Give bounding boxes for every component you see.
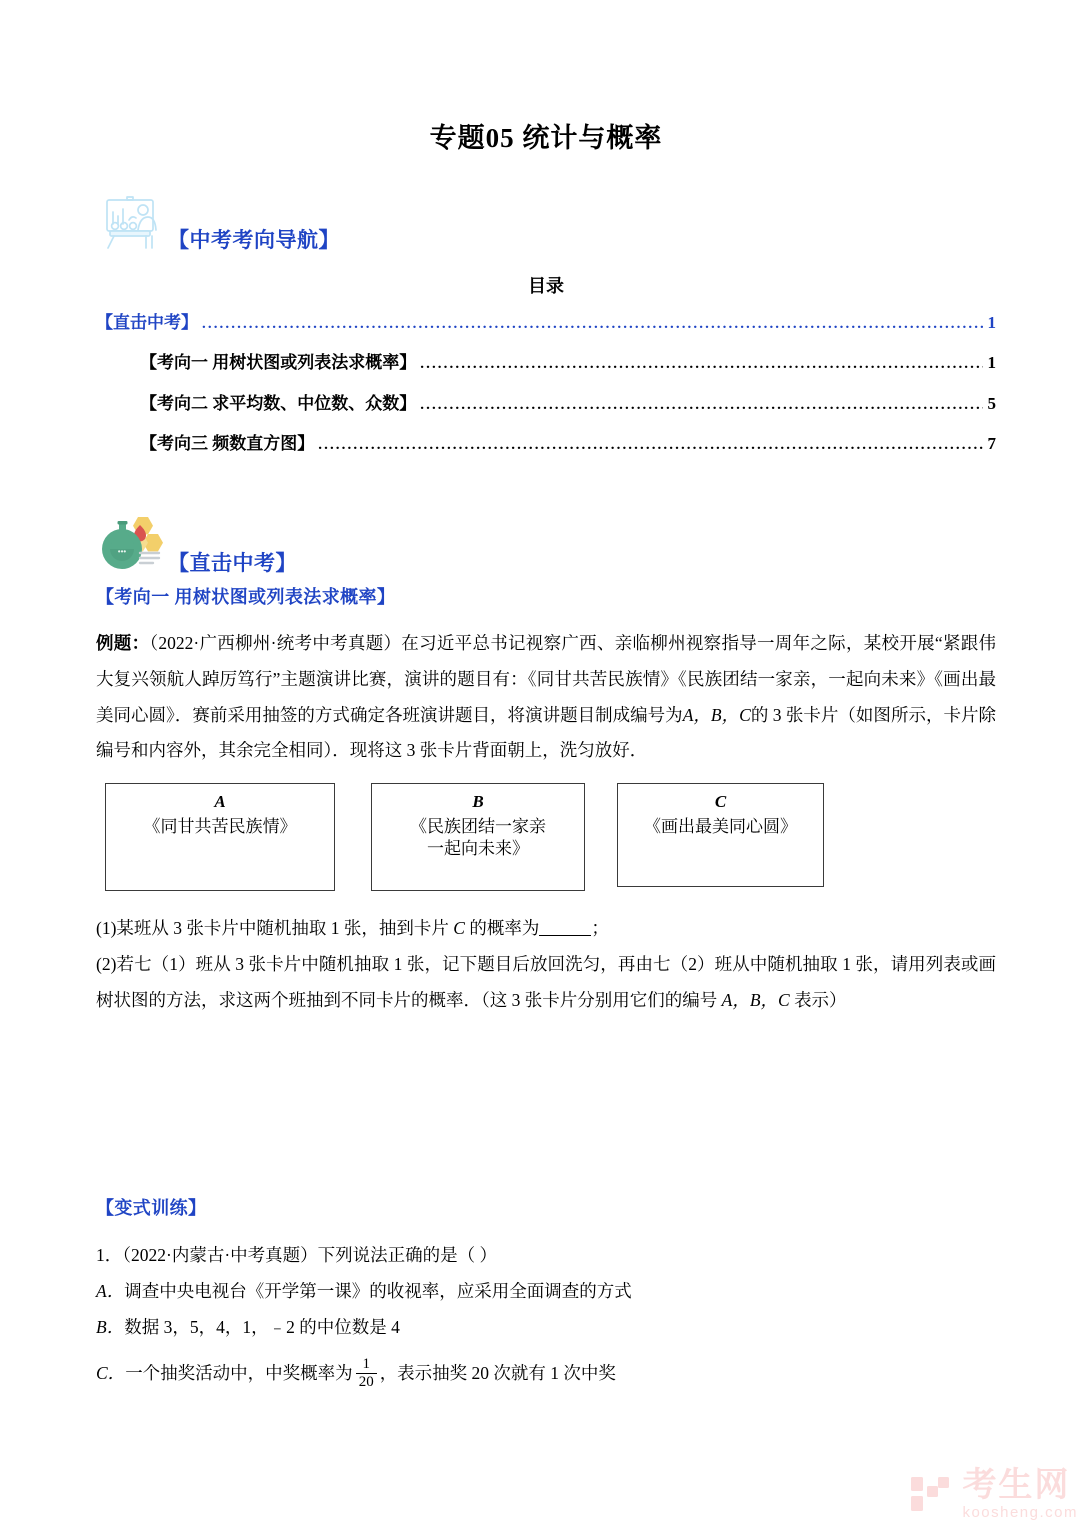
toc-entry-page: 1 xyxy=(987,353,996,373)
toc-leader-dots xyxy=(420,394,982,411)
toc-leader-dots xyxy=(318,434,982,451)
flask-chemistry-icon xyxy=(96,509,164,577)
practice-option-c[interactable] xyxy=(96,1356,996,1392)
practice-option-a[interactable] xyxy=(96,1274,996,1310)
practice-option-c-key: C． xyxy=(96,1362,126,1383)
fraction-one-twentieth xyxy=(356,1356,377,1391)
watermark-text xyxy=(962,1468,1078,1520)
nav-section-label: 【中考考向导航】 xyxy=(168,227,340,252)
practice-option-b[interactable] xyxy=(96,1310,996,1346)
card-b xyxy=(371,783,585,891)
toc-entry-label: 【考向二 求平均数、中位数、众数】 xyxy=(140,393,417,413)
sub-question-1-after: 的概率为 xyxy=(464,918,540,939)
card-b-line-2: 一起向未来》 xyxy=(427,838,529,858)
svg-text:•••: ••• xyxy=(117,546,127,556)
exam-section-header xyxy=(96,509,996,579)
practice-heading: 【变式训练】 xyxy=(96,1197,207,1218)
practice-question-text: 下列说法正确的是（ ） xyxy=(317,1244,498,1265)
toc-entry-label: 【考向三 频数直方图】 xyxy=(140,434,315,454)
watermark-cn: 考生网 xyxy=(962,1466,1071,1504)
toc-entry-label: 【考向一 用树状图或列表法求概率】 xyxy=(140,353,417,373)
card-c xyxy=(617,783,824,887)
practice-question-number: 1． xyxy=(96,1244,123,1265)
toc-entry-page: 5 xyxy=(987,393,996,413)
toc-entry-kaoxiang-1[interactable] xyxy=(96,350,996,376)
sub-question-1-before: (1)某班从 3 张卡片中随机抽取 1 张，抽到卡片 xyxy=(96,918,454,939)
practice-question-source: （2022·内蒙古·中考真题） xyxy=(122,1244,318,1265)
card-b-letter: B xyxy=(472,792,484,812)
example-lead: 例题： xyxy=(96,632,150,653)
practice-option-c-text-after: ，表示抽奖 20 次就有 1 次中奖 xyxy=(379,1362,616,1383)
table-of-contents xyxy=(96,310,996,457)
sub-question-1-variable: C xyxy=(453,918,465,939)
example-paragraph xyxy=(96,626,996,770)
page-content xyxy=(96,0,996,1392)
easel-presentation-icon xyxy=(96,186,164,254)
toc-entry-kaoxiang-3[interactable] xyxy=(96,431,996,457)
topic-heading-kaoxiang-1: 【考向一 用树状图或列表法求概率】 xyxy=(96,586,396,607)
card-c-line-1: 《画出最美同心圆》 xyxy=(644,816,797,836)
card-b-line-1: 《民族团结一家亲 xyxy=(410,816,546,836)
card-a-letter: A xyxy=(214,792,226,812)
toc-entry-kaoxiang-2[interactable] xyxy=(96,391,996,417)
cards-figure xyxy=(105,783,996,895)
nav-section-header xyxy=(96,186,996,256)
toc-entry-label: 【直击中考】 xyxy=(96,312,198,332)
fraction-numerator: 1 xyxy=(362,1356,370,1373)
toc-heading: 目录 xyxy=(528,275,564,296)
fraction-denominator: 20 xyxy=(356,1373,377,1391)
card-c-letter: C xyxy=(714,792,727,812)
koosheng-logo-icon xyxy=(909,1472,953,1516)
example-source: （2022·广西柳州·统考中考真题） xyxy=(149,632,402,653)
answer-blank[interactable] xyxy=(539,935,591,936)
watermark-en: koosheng.com xyxy=(962,1504,1078,1521)
toc-entry-page: 7 xyxy=(987,434,996,454)
card-a-line-1: 《同甘共苦民族情》 xyxy=(143,816,297,836)
sub-question-2-text: (2)若七（1）班从 3 张卡片中随机抽取 1 张，记下题目后放回洗匀，再由七（2）班从中随机抽取 1 张，请用列表或画树状图的方法，求这两个班抽到不同卡片的概率．（这 3 张卡片分别用它们的编号 xyxy=(96,954,996,1010)
practice-option-c-text-before: 一个抽奖活动中，中奖概率为 xyxy=(125,1362,353,1383)
sub-question-2 xyxy=(96,947,996,1019)
watermark xyxy=(909,1468,1078,1520)
toc-entry-page: 1 xyxy=(987,312,996,332)
practice-option-b-text: 数据 3，5，4，1，﹣2 的中位数是 4 xyxy=(124,1316,400,1337)
practice-option-a-text: 调查中央电视台《开学第一课》的收视率，应采用全面调查的方式 xyxy=(124,1280,632,1301)
toc-leader-dots xyxy=(202,313,983,330)
example-body-line2: 的 3 张卡片（如图所示，卡片除编号和内容外，其余完全相同）．现将这 3 张卡片背面朝上，洗匀放好． xyxy=(96,704,997,761)
sub-question-1 xyxy=(96,911,996,947)
example-body-line1: 在习近平总书记视察广西、亲临柳州视察指导一周年之际，某校开展“紧跟伟大复兴领航人踔厉笃行”主题演讲比赛，演讲的题目有：《同甘共苦民族情》《民族团结一家亲，一起向未来》《画出最美同心圆》．赛前采用抽签的方式确定各班演讲题目，将演讲题目制成编号为 xyxy=(96,632,997,725)
sub-question-1-end: ； xyxy=(591,918,609,939)
practice-option-a-key: A． xyxy=(96,1280,125,1301)
sub-question-2-tail: 表示） xyxy=(789,990,847,1010)
page-title: 专题05 统计与概率 xyxy=(429,123,663,153)
practice-question-1 xyxy=(96,1238,996,1274)
card-a xyxy=(105,783,335,891)
toc-entry-zhijizhongkao[interactable] xyxy=(96,310,996,336)
exam-section-label: 【直击中考】 xyxy=(168,550,297,575)
toc-leader-dots xyxy=(420,353,982,370)
practice-option-b-key: B． xyxy=(96,1316,125,1337)
sub-question-2-variables: A，B，C xyxy=(721,990,790,1010)
example-inline-labels: A，B，C xyxy=(682,704,751,725)
